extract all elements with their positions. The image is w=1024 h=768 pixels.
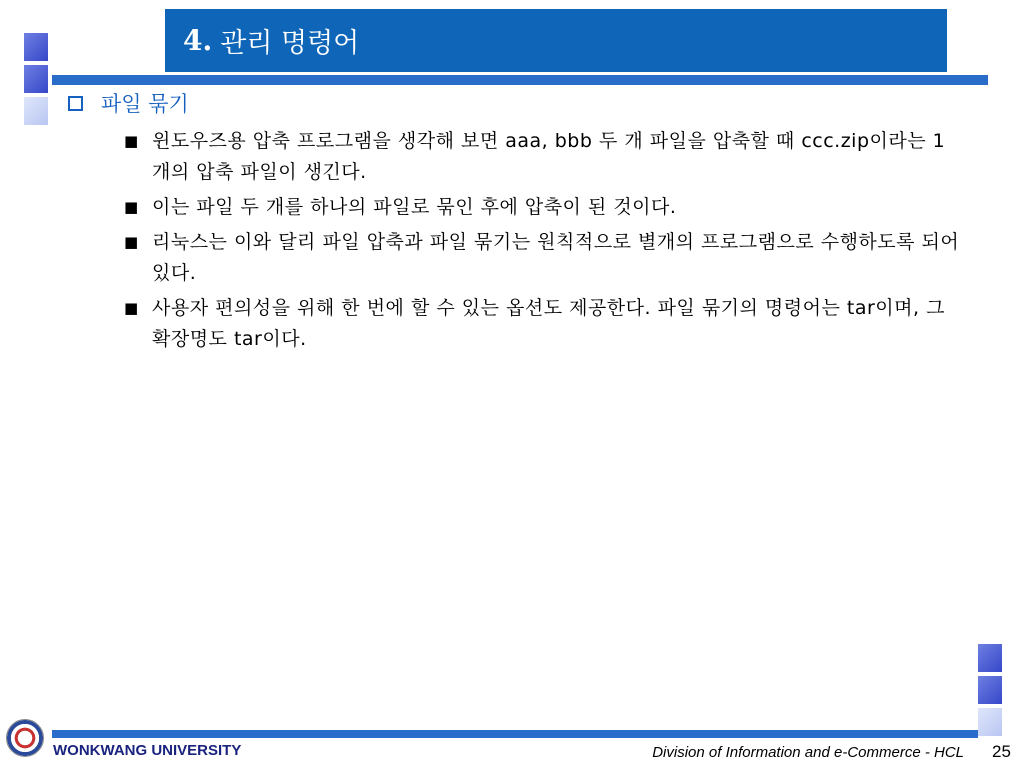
section-heading [68,88,189,118]
decorative-square [978,676,1002,704]
page-number: 25 [992,742,1011,761]
list-item [124,293,964,355]
decorative-square [24,33,48,61]
list-item [124,227,964,289]
filled-square-bullet-icon: ■ [124,132,139,150]
hollow-square-bullet-icon [68,96,83,111]
list-item-text: 사용자 편의성을 위해 한 번에 할 수 있는 옵션도 제공한다. 파일 묶기의 명령어는 tar이며, 그 확장명도 tar이다. [152,297,945,350]
list-item-text: 리눅스는 이와 달리 파일 압축과 파일 묶기는 원칙적으로 별개의 프로그램으로 수행하도록 되어 있다. [152,231,960,284]
bullet-list [124,126,964,359]
slide-title-bar [165,9,947,72]
decorative-square [24,97,48,125]
filled-square-bullet-icon: ■ [124,198,139,216]
decorative-square [24,65,48,93]
list-item [124,192,964,223]
decorative-square [978,708,1002,736]
decorative-square [978,644,1002,672]
title-number: 4. [183,24,213,57]
university-seal-logo [6,719,44,757]
filled-square-bullet-icon: ■ [124,233,139,251]
slide-title: 관리 명령어 [220,28,360,59]
top-rule [52,75,988,85]
list-item [124,126,964,188]
bottom-rule [52,730,978,738]
list-item-text: 이는 파일 두 개를 하나의 파일로 묶인 후에 압축이 된 것이다. [152,196,677,218]
section-heading-text: 파일 묶기 [101,92,189,116]
filled-square-bullet-icon: ■ [124,299,139,317]
division-credit: Division of Information and e-Commerce - HCL [652,744,964,761]
university-name: WONKWANG UNIVERSITY [53,742,242,759]
list-item-text: 윈도우즈용 압축 프로그램을 생각해 보면 aaa, bbb 두 개 파일을 압축할 때 ccc.zip이라는 1개의 압축 파일이 생긴다. [152,130,946,183]
